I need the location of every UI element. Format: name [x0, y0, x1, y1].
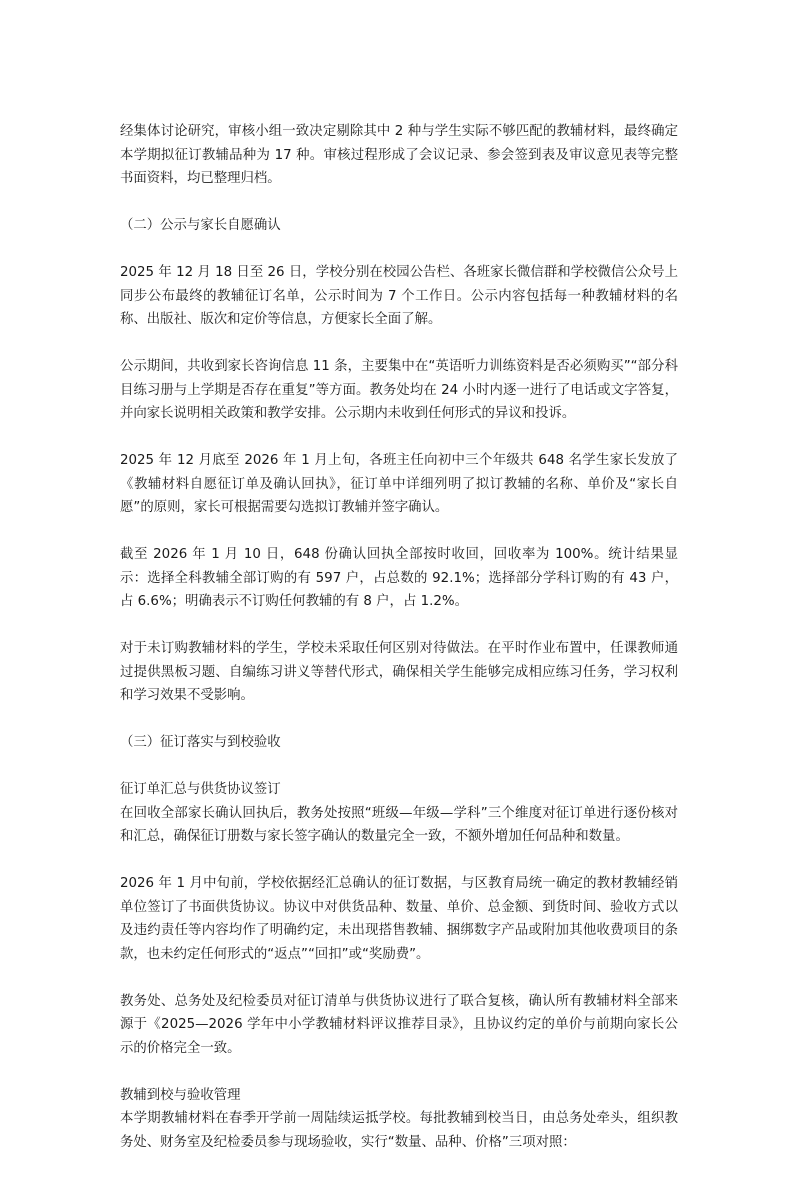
paragraph-non-purchasers: 对于未订购教辅材料的学生，学校未采取任何区别对待做法。在平时作业布置中，任课教师通过提供黑板习题、自编练习讲义等替代形式，确保相关学生能够完成相应练习任务，学习权利和学习效果不受影响。	[120, 641, 678, 703]
paragraph-joint-review: 教务处、总务处及纪检委员对征订清单与供货协议进行了联合复核，确认所有教辅材料全部来源于《2025—2026 学年中小学教辅材料评议推荐目录》，且协议约定的单价与前期向家长公示的价格完全一致。	[120, 993, 678, 1056]
paragraph-publicity-period: 2025 年 12 月 18 日至 26 日，学校分别在校园公告栏、各班家长微信群和学校微信公众号上同步公布最终的教辅征订名单，公示时间为 7 个工作日。公示内容包括每一种教辅材料的名称、出版社、版次和定价等信息，方便家长全面了解。	[120, 265, 678, 327]
subheading-delivery-acceptance: 教辅到校与验收管理	[120, 1087, 241, 1103]
section-heading-publicity: （二）公示与家长自愿确认	[120, 218, 281, 233]
paragraph-review-result: 经集体讨论研究，审核小组一致决定剔除其中 2 种与学生实际不够匹配的教辅材料，最终确定本学期拟征订教辅品种为 17 种。审核过程形成了会议记录、参会签到表及审议意见表等完整书面资料，均已整理归档。	[120, 124, 678, 186]
paragraph-order-forms: 2025 年 12 月底至 2026 年 1 月上旬，各班主任向初中三个年级共 648 名学生家长发放了《教辅材料自愿征订单及确认回执》，征订单中详细列明了拟订教辅的名称、单价及“家长自愿”的原则，家长可根据需要勾选拟订教辅并签字确认。	[120, 453, 678, 515]
paragraph-order-summary: 在回收全部家长确认回执后，教务处按照“班级—年级—学科”三个维度对征订单进行逐份核对和汇总，确保征订册数与家长签字确认的数量完全一致，不额外增加任何品种和数量。	[120, 805, 678, 844]
paragraph-supply-agreement: 2026 年 1 月中旬前，学校依据经汇总确认的征订数据，与区教育局统一确定的教材教辅经销单位签订了书面供货协议。协议中对供货品种、数量、单价、总金额、到货时间、验收方式以及违约责任等内容均作了明确约定，未出现搭售教辅、捆绑数字产品或附加其他收费项目的条款，也未约定任何形式的“返点”“回扣”或“奖励费”。	[120, 876, 678, 962]
paragraph-delivery-acceptance: 本学期教辅材料在春季开学前一周陆续运抵学校。每批教辅到校当日，由总务处牵头，组织教务处、财务室及纪检委员参与现场验收，实行“数量、品种、价格”三项对照：	[120, 1111, 678, 1150]
document-page	[120, 120, 678, 1178]
paragraph-statistics: 截至 2026 年 1 月 10 日，648 份确认回执全部按时收回，回收率为 100%。统计结果显示：选择全科教辅全部订购的有 597 户，占总数的 92.1%；选择部分学科订购的有 43 户，占 6.6%；明确表示不订购任何教辅的有 8 户，占 1.2%。	[120, 547, 678, 609]
paragraph-parent-inquiries: 公示期间，共收到家长咨询信息 11 条，主要集中在“英语听力训练资料是否必须购买”“部分科目练习册与上学期是否存在重复”等方面。教务处均在 24 小时内逐一进行了电话或文字答复，并向家长说明相关政策和教学安排。公示期内未收到任何形式的异议和投诉。	[120, 359, 678, 421]
subheading-order-summary: 征订单汇总与供货协议签订	[120, 782, 281, 797]
section-heading-implementation: （三）征订落实与到校验收	[120, 735, 281, 750]
